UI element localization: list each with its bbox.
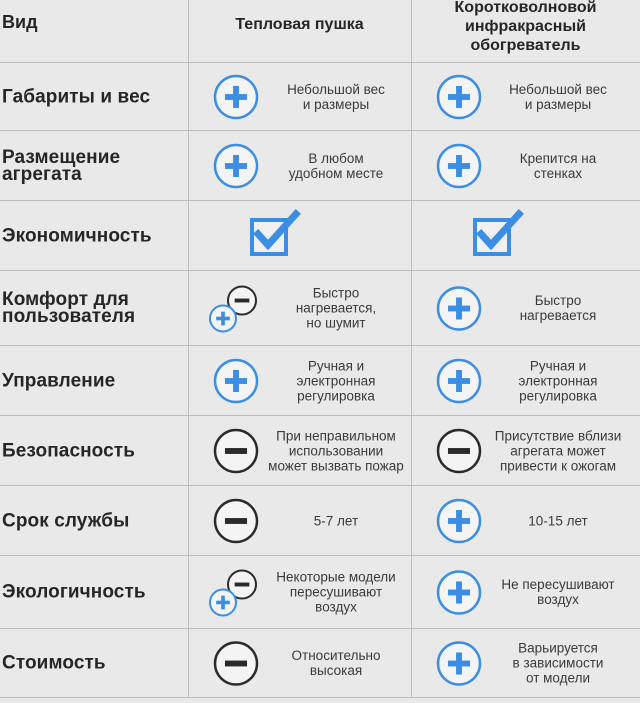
- plus-icon-wrap: [206, 131, 266, 206]
- plus-icon: [438, 288, 480, 330]
- plus-minus-icon-wrap: [206, 556, 266, 634]
- cell-ir-heater: [411, 201, 640, 270]
- cell-text-line: Крепится на: [519, 150, 597, 166]
- cell-text-line: В любом: [308, 150, 364, 166]
- plus-icon: [438, 643, 480, 685]
- cell-text-line: стенках: [533, 165, 583, 181]
- plus-icon: [215, 76, 257, 118]
- cell-heat-gun: [188, 486, 411, 555]
- row-label: [2, 652, 187, 674]
- row-label: [2, 512, 187, 529]
- cell-text: [481, 358, 635, 403]
- cell-text-line: воздух: [537, 592, 579, 607]
- plus-icon: [438, 76, 480, 118]
- cell-text-line: Быстро: [534, 293, 582, 308]
- cell-text: [481, 577, 635, 607]
- cell-text-line: удобном месте: [288, 165, 384, 181]
- cell-text-line: но шумит: [306, 315, 366, 331]
- row-label: [2, 291, 187, 325]
- plus-icon-wrap: [206, 346, 266, 421]
- cell-heat-gun: [188, 201, 411, 270]
- plus-icon: [210, 590, 236, 616]
- table-row: [0, 271, 640, 346]
- cell-ir-heater: [411, 271, 640, 345]
- cell-text: [266, 428, 406, 473]
- cell-text-line: и размеры: [302, 96, 370, 112]
- cell-text-line: агрегата может: [510, 443, 606, 458]
- cell-text-line: в зависимости: [512, 655, 604, 671]
- minus-icon: [215, 430, 257, 472]
- cell-heat-gun: [188, 131, 411, 200]
- cell-heat-gun: [188, 556, 411, 628]
- cell-text: [481, 293, 635, 323]
- minus-icon-wrap: [206, 486, 266, 561]
- table-row: [0, 63, 640, 131]
- minus-icon: [215, 500, 257, 542]
- header-ir-heater: [411, 0, 640, 55]
- plus-icon: [210, 306, 236, 332]
- plus-icon: [215, 145, 257, 187]
- cell-ir-heater: [411, 131, 640, 200]
- cell-text-line: нагревается: [519, 308, 597, 323]
- cell-text: [266, 358, 406, 403]
- row-label-line: Стоимость: [2, 652, 106, 674]
- cell-text-line: Ручная и: [307, 358, 365, 373]
- minus-icon-wrap: [206, 416, 266, 491]
- cell-text-line: воздух: [315, 599, 357, 615]
- cell-text: [266, 151, 406, 181]
- check-icon-wrap: [469, 201, 529, 276]
- cell-text-line: Быстро: [312, 285, 360, 301]
- cell-ir-heater: [411, 629, 640, 697]
- header-ir-heater-line: Коротковолновой: [454, 0, 597, 16]
- header-ir-heater-line: инфракрасный: [465, 18, 586, 35]
- cell-text-line: высокая: [309, 663, 363, 678]
- cell-text-line: привести к ожогам: [499, 458, 617, 473]
- cell-text-line: регулировка: [297, 388, 375, 403]
- cell-text: [266, 570, 406, 615]
- cell-text-line: электронная: [296, 373, 376, 388]
- plus-icon-wrap: [429, 486, 489, 561]
- cell-text: [266, 648, 406, 678]
- check-icon: [475, 214, 519, 254]
- header-row: [0, 0, 640, 63]
- plus-icon: [438, 360, 480, 402]
- plus-icon: [438, 500, 480, 542]
- row-label-line: Экологичность: [2, 581, 146, 603]
- row-label-line: Экономичность: [2, 225, 152, 246]
- check-icon-wrap: [246, 201, 306, 276]
- cell-heat-gun: [188, 271, 411, 345]
- header-ir-heater-line: обогреватель: [470, 37, 581, 54]
- cell-text: [481, 428, 635, 473]
- row-label-line: Габариты и вес: [2, 86, 151, 107]
- row-label: [2, 227, 187, 244]
- row-label: [2, 88, 187, 105]
- cell-text-line: Относительно: [291, 648, 381, 663]
- row-label: [2, 146, 187, 185]
- table-row: [0, 346, 640, 416]
- cell-ir-heater: [411, 63, 640, 130]
- plus-icon: [438, 145, 480, 187]
- check-icon: [252, 214, 296, 254]
- cell-heat-gun: [188, 346, 411, 415]
- plus-icon-wrap: [429, 131, 489, 206]
- cell-text-line: электронная: [518, 373, 598, 388]
- table-row: [0, 416, 640, 486]
- cell-text: [266, 286, 406, 331]
- table-row: [0, 131, 640, 201]
- cell-heat-gun: [188, 629, 411, 697]
- plus-icon: [215, 360, 257, 402]
- table-row: [0, 201, 640, 271]
- cell-ir-heater: [411, 416, 640, 485]
- row-label-line: Комфорт для: [2, 289, 129, 310]
- cell-text-line: При неправильном: [276, 428, 396, 443]
- plus-icon-wrap: [429, 271, 489, 351]
- row-label-line: агрегата: [2, 163, 82, 185]
- cell-text-line: Ручная и: [529, 358, 587, 373]
- row-label-line: Размещение: [2, 146, 121, 168]
- row-label-line: Управление: [2, 370, 116, 391]
- header-heat-gun: Тепловая пушка: [235, 16, 364, 33]
- cell-text: [481, 513, 635, 528]
- cell-ir-heater: [411, 556, 640, 628]
- plus-minus-icon-wrap: [206, 271, 266, 351]
- plus-icon-wrap: [429, 556, 489, 634]
- minus-icon: [215, 643, 257, 685]
- cell-text-line: Не пересушивают: [501, 577, 615, 592]
- cell-text-line: может вызвать пожар: [268, 458, 404, 473]
- cell-text-line: и размеры: [524, 96, 592, 112]
- cell-text-line: 5-7 лет: [313, 513, 359, 528]
- minus-icon-wrap: [429, 416, 489, 491]
- table-row: [0, 556, 640, 629]
- cell-text: [266, 513, 406, 528]
- cell-text-line: регулировка: [519, 388, 597, 403]
- plus-icon-wrap: [429, 346, 489, 421]
- cell-text-line: Некоторые модели: [276, 569, 396, 585]
- row-label-line: Безопасность: [2, 440, 135, 461]
- cell-text-line: нагревается,: [295, 300, 377, 316]
- cell-text: [266, 82, 406, 112]
- header-view: Вид: [2, 12, 38, 32]
- cell-text-line: Варьируется: [518, 640, 598, 656]
- cell-text-line: использовании: [288, 443, 384, 458]
- table-row: [0, 629, 640, 698]
- row-label-line: Срок службы: [2, 510, 130, 531]
- cell-heat-gun: [188, 416, 411, 485]
- cell-text-line: от модели: [526, 670, 590, 686]
- cell-text-line: Присутствие вблизи: [494, 428, 622, 443]
- row-label: [2, 442, 187, 459]
- minus-icon-wrap: [206, 629, 266, 703]
- cell-heat-gun: [188, 63, 411, 130]
- plus-icon-wrap: [429, 63, 489, 136]
- cell-ir-heater: [411, 486, 640, 555]
- table-row: [0, 486, 640, 556]
- cell-text-line: Небольшой вес: [509, 81, 607, 97]
- cell-text-line: Небольшой вес: [287, 81, 385, 97]
- row-label: [2, 372, 187, 389]
- row-label: [2, 581, 187, 603]
- plus-icon-wrap: [206, 63, 266, 136]
- row-label-line: пользователя: [2, 306, 136, 327]
- minus-icon: [438, 430, 480, 472]
- cell-text-line: 10-15 лет: [528, 513, 588, 528]
- plus-icon-wrap: [429, 629, 489, 703]
- cell-text-line: пересушивают: [289, 584, 383, 600]
- cell-text: [481, 82, 635, 112]
- cell-text: [481, 151, 635, 181]
- cell-ir-heater: [411, 346, 640, 415]
- plus-icon: [438, 572, 480, 614]
- cell-text: [481, 641, 635, 686]
